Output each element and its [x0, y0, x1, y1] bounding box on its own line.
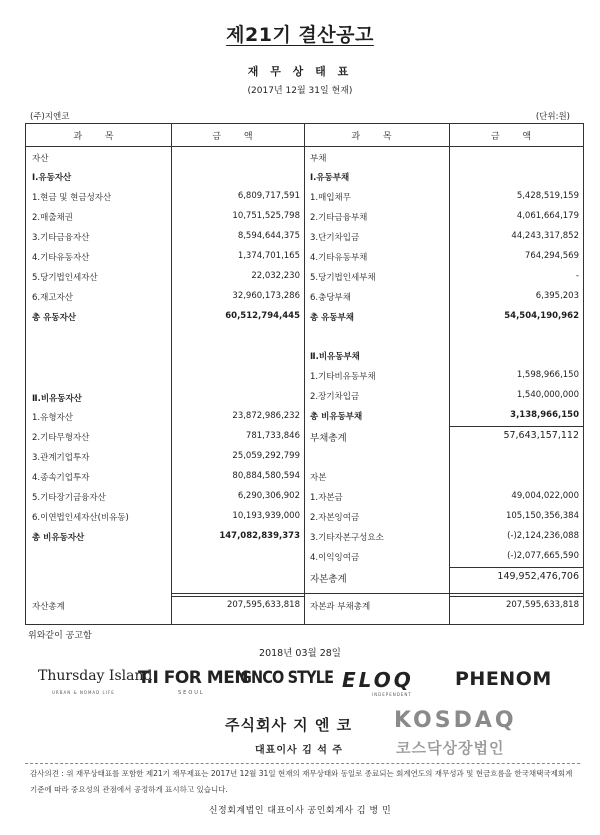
company-name: 주식회사 지 엔 코: [225, 716, 353, 734]
thursday-island-logo: Thursday Island: [38, 668, 153, 684]
header-right-amount: 금 액: [490, 132, 542, 142]
audit-opinion: 감사의견 : 위 재무상태표를 포함한 제21기 재무제표는 2017년 12월 31일 현재의 재무상태와 동일로 종료되는 회계연도의 재무성과 및 현금흐름을 한국채택국제회계기준에 따라 중요성의 관점에서 공정하게 표시하고 있습니다.: [30, 769, 573, 794]
left-subsection-heading: [26, 392, 304, 410]
current-liabilities-heading: Ⅰ.유동부채: [310, 173, 350, 183]
table-row: [304, 271, 583, 289]
eloq-logo: ELOQ: [342, 668, 414, 692]
eloq-tagline: INDEPENDENT: [372, 692, 412, 697]
ti-for-men-logo: T.I FOR MEN: [138, 668, 249, 688]
subtotal-label: 총 비유동부채: [310, 412, 363, 422]
table-row: [26, 411, 304, 429]
right-section-heading: [304, 152, 583, 170]
item-name: 2.기타금융부채: [310, 213, 368, 223]
announcement-date: 2018년 03월 28일: [259, 648, 341, 659]
item-name: 1.기타비유동부채: [310, 372, 376, 382]
right-section-heading: [304, 471, 583, 489]
item-name: 3.기타금융자산: [32, 233, 90, 243]
item-amount: 80,884,580,594: [232, 471, 300, 481]
table-row: [26, 471, 304, 489]
table-row: [304, 511, 583, 529]
item-amount: 10,751,525,798: [232, 211, 300, 221]
table-row: [26, 191, 304, 209]
subtotal-row: [304, 311, 583, 329]
item-amount: 32,960,173,286: [232, 291, 300, 301]
item-amount: 10,193,939,000: [232, 511, 300, 521]
item-amount: 1,374,701,165: [237, 251, 300, 261]
total-rule: [449, 426, 583, 427]
table-row: [26, 491, 304, 509]
item-name: 2.장기차입금: [310, 392, 360, 402]
statement-date: (2017년 12월 31일 현재): [247, 86, 353, 96]
liabilities-heading: 부채: [310, 154, 327, 164]
item-name: 3.기타자본구성요소: [310, 533, 384, 543]
equity-total-row: [304, 571, 583, 589]
total-liabilities-amount: 57,643,157,112: [503, 430, 579, 441]
subtotal-label: 총 유동부채: [310, 313, 355, 323]
item-amount: 49,004,022,000: [511, 491, 579, 501]
item-name: 1.유형자산: [32, 413, 73, 423]
subtotal-row: [26, 531, 304, 549]
item-name: 6.이연법인세자산(비유동): [32, 513, 129, 523]
item-name: 5.당기법인세자산: [32, 273, 98, 283]
item-amount: 6,290,306,902: [237, 491, 300, 501]
item-amount: 44,243,317,852: [511, 231, 579, 241]
subtotal-amount: 54,504,190,962: [504, 311, 579, 321]
item-amount: -: [575, 271, 579, 281]
table-row: [304, 211, 583, 229]
item-name: 5.당기법인세부채: [310, 273, 376, 283]
total-equity-amount: 149,952,476,706: [497, 571, 579, 582]
item-name: 6.재고자산: [32, 293, 73, 303]
item-amount: 6,809,717,591: [237, 191, 300, 201]
item-name: 3.관계기업투자: [32, 453, 90, 463]
thursday-island-tagline: URBAN & NOMAD LIFE: [52, 690, 115, 695]
auditor-signature: 신정회계법인 대표이사 공인회계사 김 병 민: [208, 806, 392, 816]
company-label: (주)지엔코: [30, 112, 70, 122]
item-amount: 5,428,519,159: [516, 191, 579, 201]
ceo-name: 대표이사 김 석 주: [255, 745, 344, 756]
total-liabilities-equity-label: 자본과 부채총계: [310, 602, 371, 612]
total-rule: [449, 596, 583, 597]
item-amount: 1,540,000,000: [516, 390, 579, 400]
item-amount: 6,395,203: [535, 291, 579, 301]
item-name: 4.이익잉여금: [310, 553, 360, 563]
table-row: [26, 431, 304, 449]
left-subsection-heading: [26, 171, 304, 189]
item-amount: 105,150,356,384: [505, 511, 579, 521]
ti-for-men-tagline: SEOUL: [178, 690, 205, 696]
item-name: 2.기타무형자산: [32, 433, 90, 443]
statement-title: 재 무 상 태 표: [247, 65, 353, 78]
item-amount: 1,598,966,150: [516, 370, 579, 380]
balance-sheet-table: [25, 123, 584, 625]
total-rule: [449, 567, 583, 568]
subtotal-amount: 60,512,794,445: [225, 311, 300, 321]
total-rule: [304, 593, 583, 594]
table-row: [26, 231, 304, 249]
item-name: 5.기타장기금융자산: [32, 493, 106, 503]
subtotal-label: 총 유동자산: [32, 313, 77, 323]
item-amount: 4,061,664,179: [516, 211, 579, 221]
kosdaq-logo: KOSDAQ: [394, 708, 517, 733]
item-name: 1.자본금: [310, 493, 343, 503]
noncurrent-assets-heading: Ⅱ.비유동자산: [32, 394, 82, 404]
right-subsection-heading: [304, 171, 583, 189]
item-name: 3.단기차입금: [310, 233, 360, 243]
header-left-amount: 금 액: [212, 132, 263, 142]
table-row: [26, 511, 304, 529]
subtotal-row: [26, 311, 304, 329]
item-name: 4.기타유동자산: [32, 253, 90, 263]
subtotal-amount: 147,082,839,373: [219, 531, 300, 541]
item-amount: 764,294,569: [524, 251, 579, 261]
footer-divider: [25, 763, 580, 764]
kosdaq-listed-label: 코스닥상장법인: [396, 739, 505, 757]
total-rule: [171, 593, 304, 594]
table-row: [304, 531, 583, 549]
table-row: [304, 251, 583, 269]
current-assets-heading: Ⅰ.유동자산: [32, 173, 72, 183]
item-amount: (-)2,124,236,088: [507, 531, 579, 541]
table-row: [26, 211, 304, 229]
table-row: [304, 231, 583, 249]
item-amount: 781,733,846: [245, 431, 300, 441]
table-row: [304, 370, 583, 388]
table-row: [304, 390, 583, 408]
left-section-heading: [26, 152, 304, 170]
unit-label: (단위:원): [535, 112, 570, 122]
notice-title: 제21기 결산공고: [226, 24, 374, 46]
table-row: [26, 251, 304, 269]
total-assets-amount: 207,595,633,818: [226, 600, 300, 610]
noncurrent-liabilities-heading: Ⅱ.비유동부채: [310, 352, 360, 362]
item-name: 1.매입채무: [310, 193, 351, 203]
announcement-note: 위와같이 공고함: [28, 631, 92, 641]
liabilities-total-row: [304, 430, 583, 448]
assets-heading: 자산: [32, 154, 49, 164]
item-amount: (-)2,077,665,590: [507, 551, 579, 561]
phenom-logo: PHENOM: [455, 668, 552, 690]
gnco-style-logo: GNCO STYLE: [240, 668, 334, 688]
item-amount: 23,872,986,232: [232, 411, 300, 421]
item-name: 2.매출채권: [32, 213, 73, 223]
table-row: [304, 491, 583, 509]
total-rule: [171, 596, 304, 597]
total-liabilities-equity-amount: 207,595,633,818: [505, 600, 579, 610]
right-subsection-heading: [304, 350, 583, 368]
table-row: [304, 291, 583, 309]
table-row: [26, 291, 304, 309]
header-right-item: 과 목: [351, 132, 402, 142]
total-equity-label: 자본총계: [310, 574, 347, 585]
subtotal-amount: 3,138,966,150: [510, 410, 579, 420]
item-name: 4.기타유동부채: [310, 253, 368, 263]
total-liabilities-label: 부채총계: [310, 433, 347, 444]
table-row: [26, 451, 304, 469]
table-row: [26, 271, 304, 289]
grand-total-row: [304, 600, 583, 618]
subtotal-label: 총 비유동자산: [32, 533, 85, 543]
header-left-item: 과 목: [73, 132, 124, 142]
grand-total-row: [26, 600, 304, 618]
equity-heading: 자본: [310, 473, 327, 483]
total-assets-label: 자산총계: [32, 602, 65, 612]
item-name: 4.종속기업투자: [32, 473, 90, 483]
item-name: 2.자본잉여금: [310, 513, 360, 523]
table-row: [304, 191, 583, 209]
item-name: 6.충당부채: [310, 293, 351, 303]
item-amount: 22,032,230: [251, 271, 300, 281]
item-amount: 25,059,292,799: [232, 451, 300, 461]
item-amount: 8,594,644,375: [237, 231, 300, 241]
item-name: 1.현금 및 현금성자산: [32, 193, 112, 203]
